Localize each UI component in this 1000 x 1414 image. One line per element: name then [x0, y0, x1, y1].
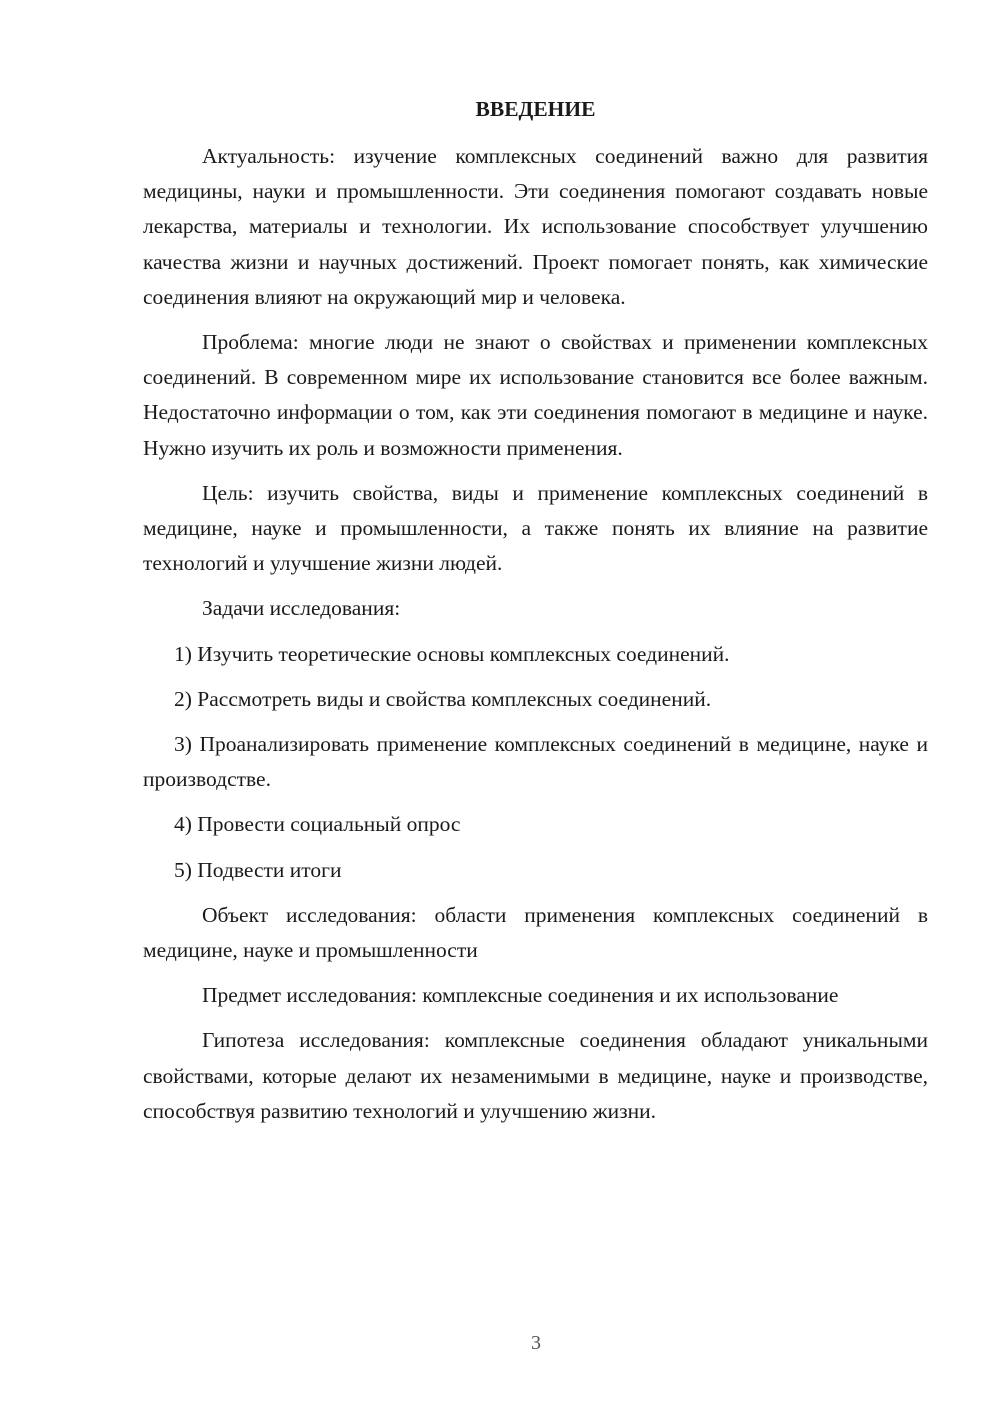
task-item: 1) Изучить теоретические основы комплексных соединений. [174, 641, 730, 666]
page-content [143, 92, 928, 1139]
page-number: 3 [531, 1332, 541, 1354]
relevance-paragraph: Актуальность: изучение комплексных соединений важно для развития медицины, науки и промышленности. Эти соединения помогают создавать новые лекарства, материалы и технологии. Их использование способствует улучшению качества жизни и научных достижений. Проект помогает понять, как химические соединения влияют на окружающий мир и человека. [143, 144, 928, 309]
task-item: 5) Подвести итоги [174, 857, 342, 882]
task-item: 3) Проанализировать применение комплексных соединений в медицине, науке и производстве. [143, 732, 928, 792]
section-title: ВВЕДЕНИЕ [475, 97, 596, 121]
problem-paragraph: Проблема: многие люди не знают о свойствах и применении комплексных соединений. В современном мире их использование становится все более важным. Недостаточно информации о том, как эти соединения помогают в медицине и науке. Нужно изучить их роль и возможности применения. [143, 330, 928, 460]
subject-paragraph: Предмет исследования: комплексные соединения и их использование [202, 983, 839, 1008]
task-item: 4) Провести социальный опрос [174, 812, 461, 837]
tasks-heading: Задачи исследования: [202, 596, 401, 621]
task-item: 2) Рассмотреть виды и свойства комплексных соединений. [174, 686, 712, 711]
hypothesis-paragraph: Гипотеза исследования: комплексные соединения обладают уникальными свойствами, которые делают их незаменимыми в медицине, науке и производстве, способствуя развитию технологий и улучшению жизни. [143, 1028, 928, 1123]
object-paragraph: Объект исследования: области применения комплексных соединений в медицине, науке и промышленности [143, 902, 928, 963]
goal-paragraph: Цель: изучить свойства, виды и применение комплексных соединений в медицине, науке и промышленности, а также понять их влияние на развитие технологий и улучшение жизни людей. [143, 480, 928, 576]
